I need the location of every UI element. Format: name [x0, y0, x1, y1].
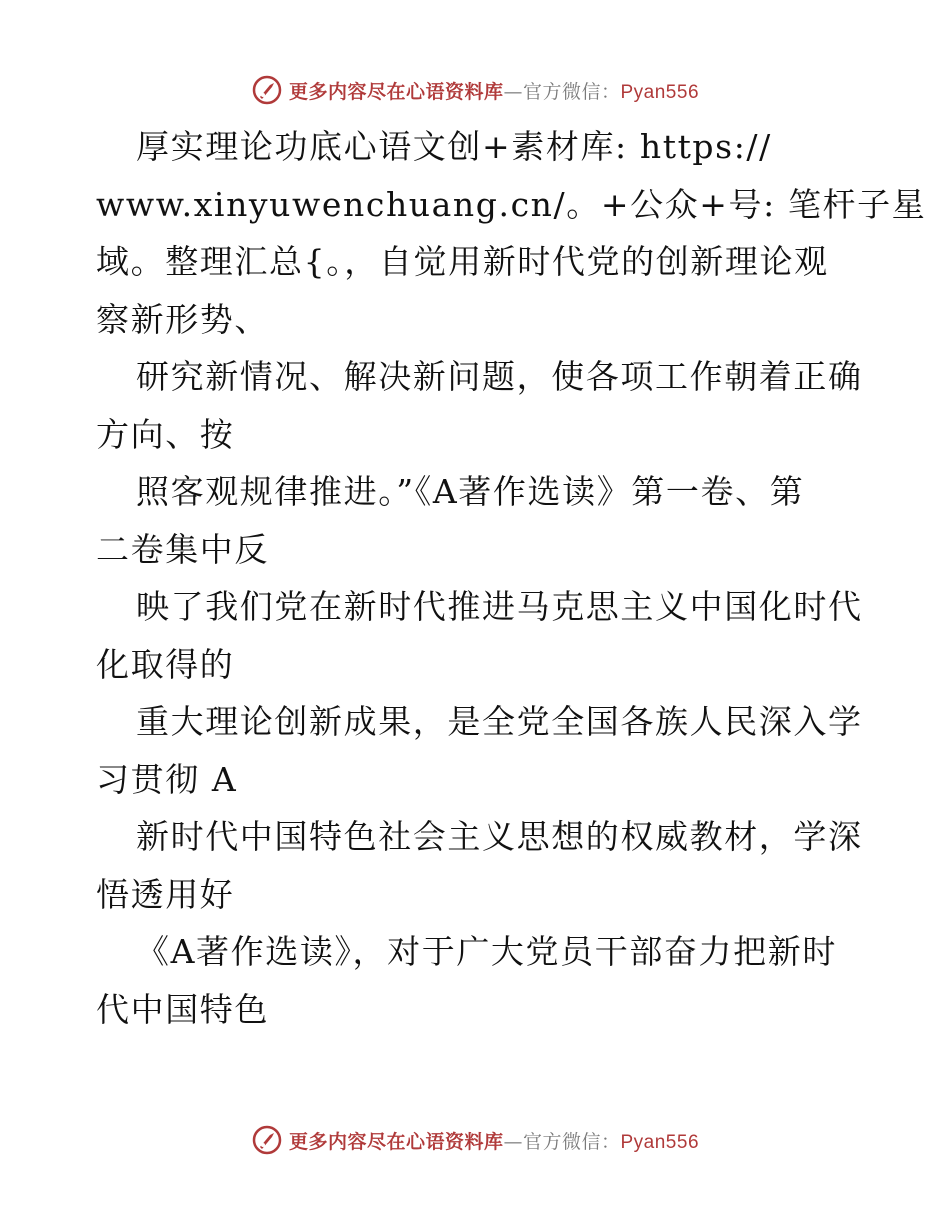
- body-line: 研究新情况、解决新问题，使各项工作朝着正确: [136, 357, 863, 396]
- body-line: 化取得的: [96, 644, 235, 684]
- pen-nib-logo-icon: [251, 74, 283, 106]
- header-wechat-label: 官方微信：: [522, 80, 621, 103]
- pen-nib-logo-icon: [251, 1124, 283, 1156]
- header-main-text: 更多内容尽在心语资料库: [288, 80, 504, 103]
- footer-banner: [0, 1120, 950, 1160]
- footer-separator: —: [503, 1130, 523, 1153]
- body-line: 新时代中国特色社会主义思想的权威教材，学深: [136, 817, 863, 856]
- body-line: 悟透用好: [96, 874, 235, 914]
- body-line: 察新形势、: [96, 299, 269, 339]
- footer-wechat-label: 官方微信：: [522, 1130, 621, 1153]
- header-banner: [0, 70, 950, 110]
- footer-banner-text: [289, 1127, 699, 1154]
- body-line: 代中国特色: [96, 989, 269, 1029]
- body-line: 映了我们党在新时代推进马克思主义中国化时代: [136, 587, 863, 626]
- footer-main-text: 更多内容尽在心语资料库: [288, 1130, 504, 1153]
- body-line: 域。整理汇总{。，自觉用新时代党的创新理论观: [96, 242, 829, 281]
- header-separator: —: [503, 80, 523, 103]
- header-wechat-id: Pyan556: [620, 81, 700, 103]
- body-line: 重大理论创新成果，是全党全国各族人民深入学: [136, 702, 863, 741]
- footer-wechat-id: Pyan556: [620, 1131, 700, 1153]
- body-line: 厚实理论功底心语文创+素材库: https://: [136, 127, 772, 166]
- body-line: 方向、按: [96, 414, 235, 454]
- body-line: 照客观规律推进。”《A著作选读》第一卷、第: [136, 472, 805, 511]
- body-line: 习贯彻 A: [96, 759, 238, 799]
- body-line: www.xinyuwenchuang.cn/。+公众+号: 笔杆子星: [96, 184, 927, 224]
- header-banner-text: [289, 77, 699, 104]
- body-line: 《A著作选读》，对于广大党员干部奋力把新时: [136, 932, 837, 971]
- document-body: [96, 118, 927, 1038]
- body-line: 二卷集中反: [96, 529, 269, 569]
